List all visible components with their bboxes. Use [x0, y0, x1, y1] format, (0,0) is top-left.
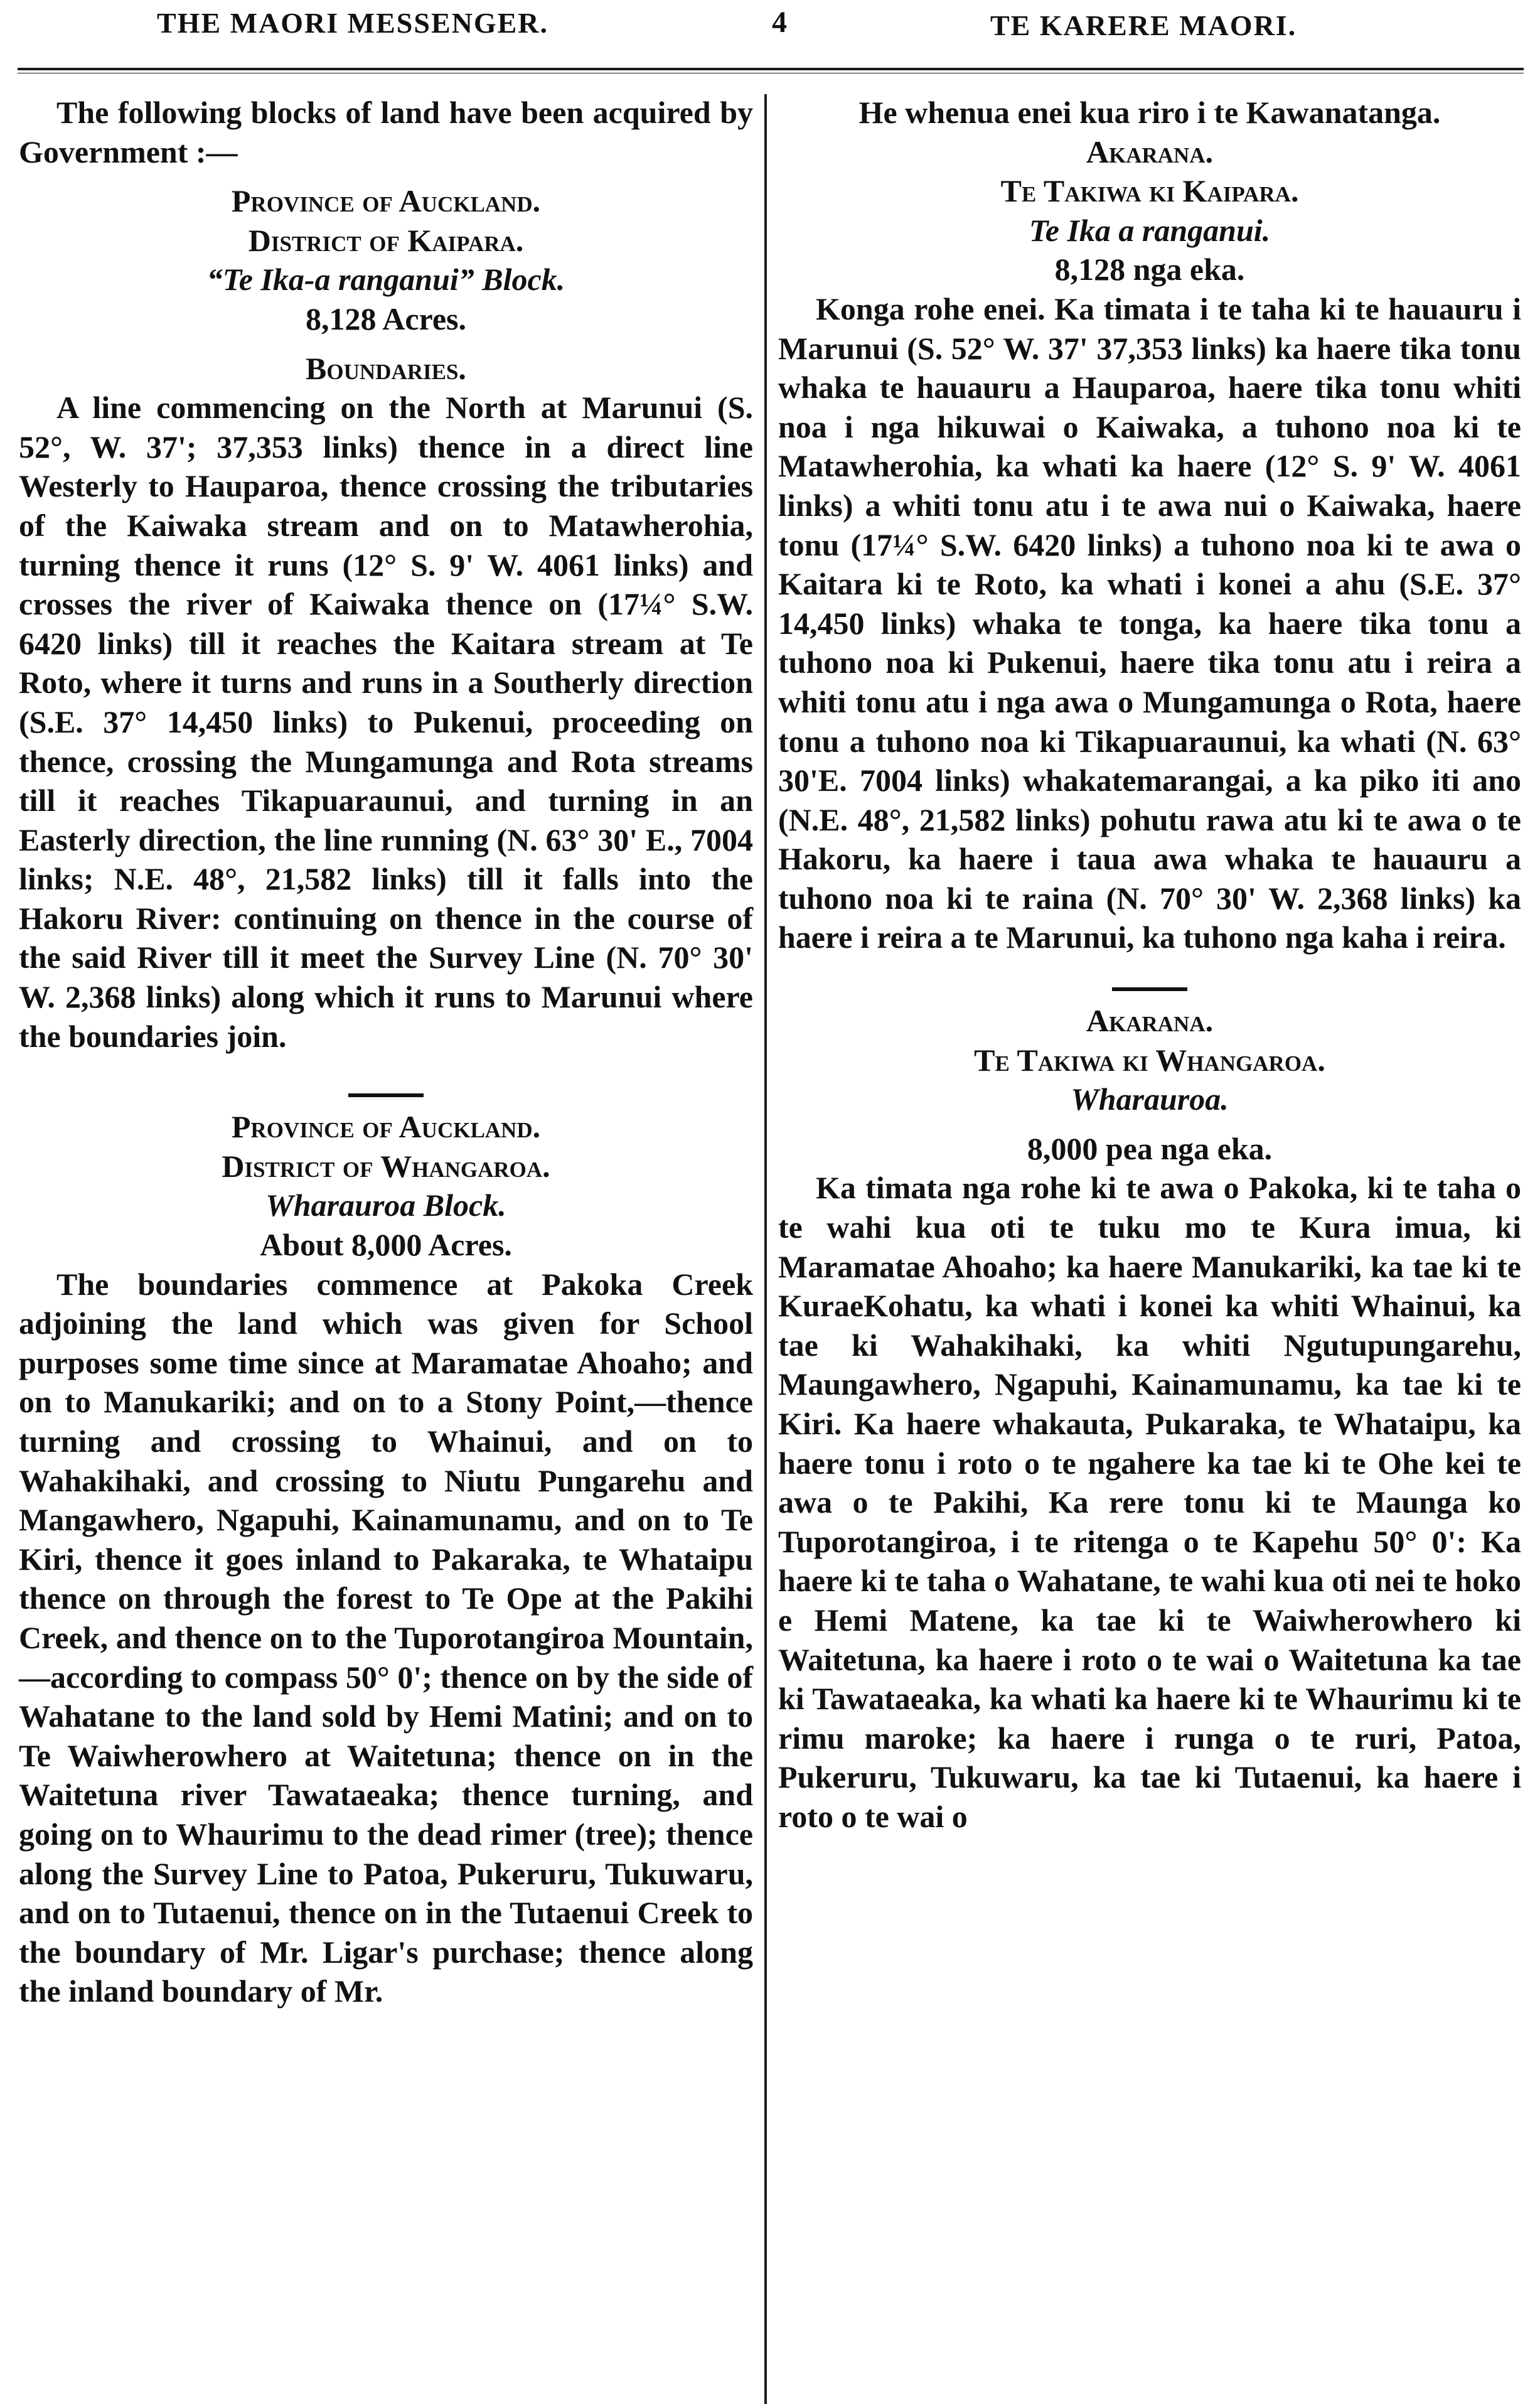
english-province-heading-2: Province of Auckland.	[231, 1109, 541, 1145]
english-block-name-2: Wharauroa Block.	[265, 1188, 506, 1223]
maori-block-name: Te Ika a ranganui.	[1029, 212, 1271, 248]
english-block-area-2: About 8,000 Acres.	[260, 1227, 512, 1263]
boundaries-heading: Boundaries.	[306, 350, 466, 386]
maori-province-heading: Akarana.	[1086, 134, 1214, 169]
maori-province-heading-2: Akarana.	[1086, 1003, 1214, 1039]
maori-block-area-2: 8,000 pea nga eka.	[1027, 1130, 1273, 1166]
maori-block-name-2: Wharauroa.	[1071, 1081, 1229, 1117]
maori-intro: He whenua enei kua riro i te Kawanatanga.	[858, 95, 1441, 130]
english-district-heading-2: District of Whangaroa.	[222, 1148, 550, 1184]
maori-column	[778, 93, 1521, 1837]
english-intro: The following blocks of land have been acquired by Government :—	[19, 95, 753, 169]
english-boundary-text-2: The boundaries commence at Pakoka Creek adjoining the land which was given for School purposes some time since at Maramatae Ahoaho; and on to Manukariki; and on to a Stony Point,—thence turning and crossing to Whainui, and on to Wahakihaki, and crossing to Niutu Pungarehu and Mangawhero, Ngapuhi, Kainamunamu, and on to Te Kiri, thence it goes inland to Pakaraka, te Whataipu thence on through the forest to Te Ope at the Pakihi Creek, and thence on to the Tuporotangiroa Mountain,—according to compass 50° 0'; thence on by the side of Wahatane to the land sold by Hemi Matini; and on to Te Waiwherowhero at Waitetuna; thence on in the Waitetuna river Tawataeaka; thence turning, and going on to Whaurimu to the dead rimer (tree); thence along the Survey Line to Patoa, Pukeruru, Tukuwaru, and on to Tutaenui, thence on in the Tutaenui Creek to the boundary of Mr. Ligar's purchase; thence along the inland boundary of Mr.	[19, 1266, 753, 2009]
maori-district-heading-2: Te Takiwa ki Whangaroa.	[974, 1042, 1325, 1078]
english-district-heading: District of Kaipara.	[248, 222, 524, 258]
header-maori-title: TE KARERE MAORI.	[990, 9, 1297, 41]
maori-block-area: 8,128 nga eka.	[1054, 252, 1245, 287]
maori-boundary-text: Konga rohe enei. Ka timata i te taha ki te hauauru i Marunui (S. 52° W. 37' 37,353 links) ka haere tika tonu whaka te hauauru a Hauparoa, haere tika tonu whiti noa i nga hikuwai o Kaiwaka, a tuhono noa ki te Matawherohia, ka whati ka haere (12° S. 9' W. 4061 links) a whiti tonu atu i te awa nui o Kaiwaka, haere tonu (17¼° S.W. 6420 links) a tuhono noa ki te awa o Kaitara ki te Roto, ka whati i konei a ahu (S.E. 37° 14,450 links) whaka te tonga, ka haere tika tonu a tuhono noa ki Pukenui, haere tika tonu atu i reira a whiti tonu atu i nga awa o Mungamunga o Rota, haere tonu a tuhono noa ki Tikapuaraunui, ka whati (N. 63° 30'E. 7004 links) whakatemarangai, a ka piko iti ano (N.E. 48°, 21,582 links) pohutu rawa atu ki te awa o te Hakoru, ka haere i taua awa whaka te hauauru a tuhono noa ki te raina (N. 70° 30' W. 2,368 links) ka haere i reira a te Marunui, ka tuhono nga kaha i reira.	[778, 291, 1521, 955]
header-english-title: THE MAORI MESSENGER.	[157, 7, 549, 39]
page-number: 4	[772, 6, 787, 39]
english-boundary-text: A line commencing on the North at Marunui (S. 52°, W. 37'; 37,353 links) thence in a direct line Westerly to Hauparoa, thence crossing the tributaries of the Kaiwaka stream and on to Matawherohia, turning thence it runs (12° S. 9' W. 4061 links) and crosses the river of Kaiwaka thence on (17¼° S.W. 6420 links) till it reaches the Kaitara stream at Te Roto, where it turns and runs in a Southerly direction (S.E. 37° 14,450 links) to Pukenui, proceeding on thence, crossing the Mungamunga and Rota streams till it reaches Tikapuaraunui, and turning in an Easterly direction, the line running (N. 63° 30' E., 7004 links; N.E. 48°, 21,582 links) till it falls into the Hakoru River: continuing on thence in the course of the said River till it meet the Survey Line (N. 70° 30' W. 2,368 links) along which it runs to Marunui where the boundaries join.	[19, 390, 753, 1054]
header-rule	[18, 68, 1524, 70]
running-head	[0, 0, 1540, 56]
maori-district-heading: Te Takiwa ki Kaipara.	[1000, 173, 1299, 209]
english-column	[19, 93, 753, 2011]
maori-boundary-text-2: Ka timata nga rohe ki te awa o Pakoka, ki te taha o te wahi kua oti te tuku mo te Kura imua, ki Maramatae Ahoaho; ka haere Manukariki, ka tae ki te KuraeKohatu, ka whati i konei ka whiti Whainui, ka tae ki Wahakihaki, ka whiti Ngutupungarehu, Maungawhero, Ngapuhi, Kainamunamu, ka tae ki te Kiri. Ka haere whakauta, Pukaraka, te Whataipu, ka haere tonu i roto o te ngahere ka tae ki te Ohe kei te awa o te Pakihi, Ka rere tonu ki te Maunga ko Tuporotangiroa, i te ritenga o te Kapehu 50° 0': Ka haere ki te taha o Wahatane, te wahi kua oti nei te hoko e Hemi Matene, ka tae ki te Waiwherowhero ki Waitetuna, ka haere i roto o te wai o Waitetuna ka tae ki Tawataeaka, ka whati ka haere ki te Whaurimu ki te rimu maroke; ka haere i runga o te ruri, Patoa, Pukeruru, Tukuwaru, ka tae ki Tutaenui, ka haere i roto o te wai o	[778, 1170, 1521, 1834]
english-block-name: “Te Ika-a ranganui” Block.	[206, 262, 565, 298]
english-block-area: 8,128 Acres.	[306, 301, 466, 336]
english-province-heading: Province of Auckland.	[231, 183, 541, 219]
column-divider	[764, 94, 767, 2404]
